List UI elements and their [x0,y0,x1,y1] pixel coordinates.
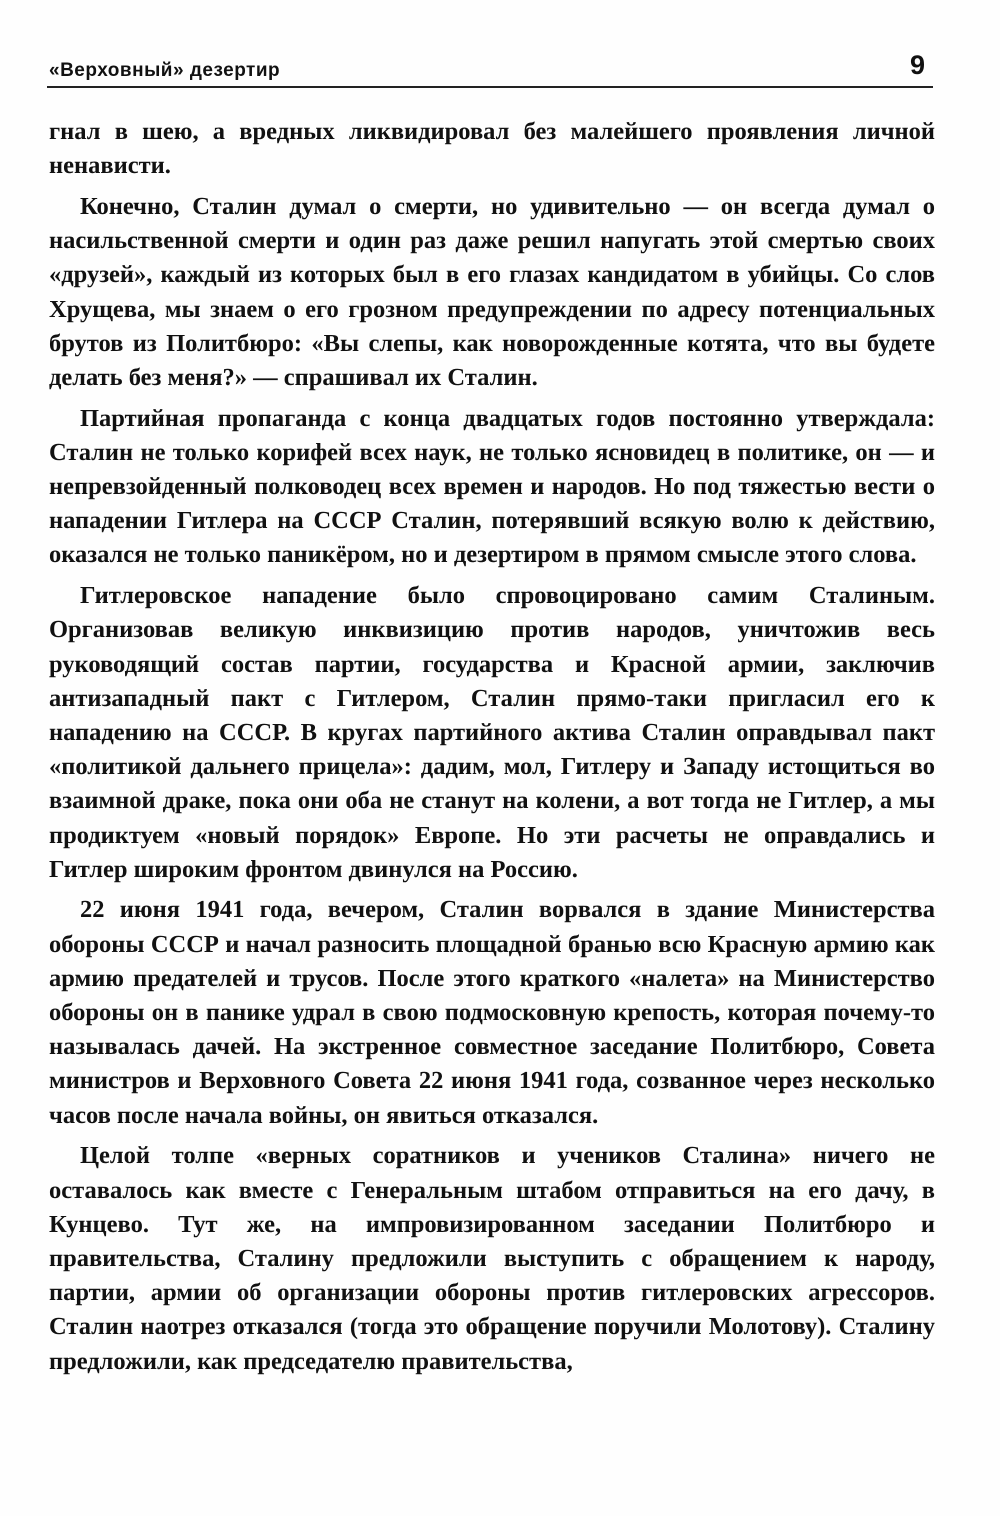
running-header [47,50,933,88]
paragraph: Целой толпе «верных соратников и учеников Сталина» ничего не оставалось как вместе с Генеральным штабом отправиться на его дачу, в Кунцево. Тут же, на импровизированном заседании Политбюро и правительства, Сталину предложили выступить с обращением к народу, партии, армии об организации обороны против гитлеровских агрессоров. Сталин наотрез отказался (тогда это обращение поручили Молотову). Сталину предложили, как председателю правительства, [49,1142,935,1375]
running-title: «Верховный» дезертир [49,60,281,81]
paragraph: Гитлеровское нападение было спровоцировано самим Сталиным. Организовав великую инквизицию против народов, уничтожив весь руководящий состав партии, государства и Красной армии, заключив антизападный пакт с Гитлером, Сталин прямо-таки пригласил его к нападению на СССР. В кругах партийного актива Сталин оправдывал пакт «политикой дальнего прицела»: дадим, мол, Гитлеру и Западу истощиться во взаимной драке, пока они оба не станут на колени, а вот тогда не Гитлер, а мы продиктуем «новый порядок» Европе. Но эти расчеты не оправдались и Гитлер широким фронтом двинулся на Россию. [49,582,935,883]
paragraph: Партийная пропаганда с конца двадцатых годов постоянно утверждала: Сталин не только корифей всех наук, не только ясновидец в политике, он — и непревзойденный полководец всех времен и народов. Но под тяжестью вести о нападении Гитлера на СССР Сталин, потерявший всякую волю к действию, оказался не только паникёром, но и дезертиром в прямом смысле этого слова. [49,404,935,569]
paragraph-continued: гнал в шею, а вредных ликвидировал без малейшего проявления личной ненависти. [49,118,935,180]
paragraph: 22 июня 1941 года, вечером, Сталин ворвался в здание Министерства обороны СССР и начал разносить площадной бранью всю Красную армию как армию предателей и трусов. После этого краткого «налета» на Министерство обороны он в панике удрал в свою подмосковную крепость, которая почему-то называлась дачей. На экстренное совместное заседание Политбюро, Совета министров и Верховного Совета 22 июня 1941 года, созванное через несколько часов после начала войны, он явиться отказался. [49,896,935,1129]
body-text [49,115,935,1385]
paragraph: Конечно, Сталин думал о смерти, но удивительно — он всегда думал о насильственной смерти и один раз даже решил напугать этой смертью своих «друзей», каждый из которых был в его глазах кандидатом в убийцы. Со слов Хрущева, мы знаем о его грозном предупреждении по адресу потенциальных брутов из Политбюро: «Вы слепы, как новорожденные котята, что вы будете делать без меня?» — спрашивал их Сталин. [49,192,935,391]
page-number: 9 [909,50,925,80]
